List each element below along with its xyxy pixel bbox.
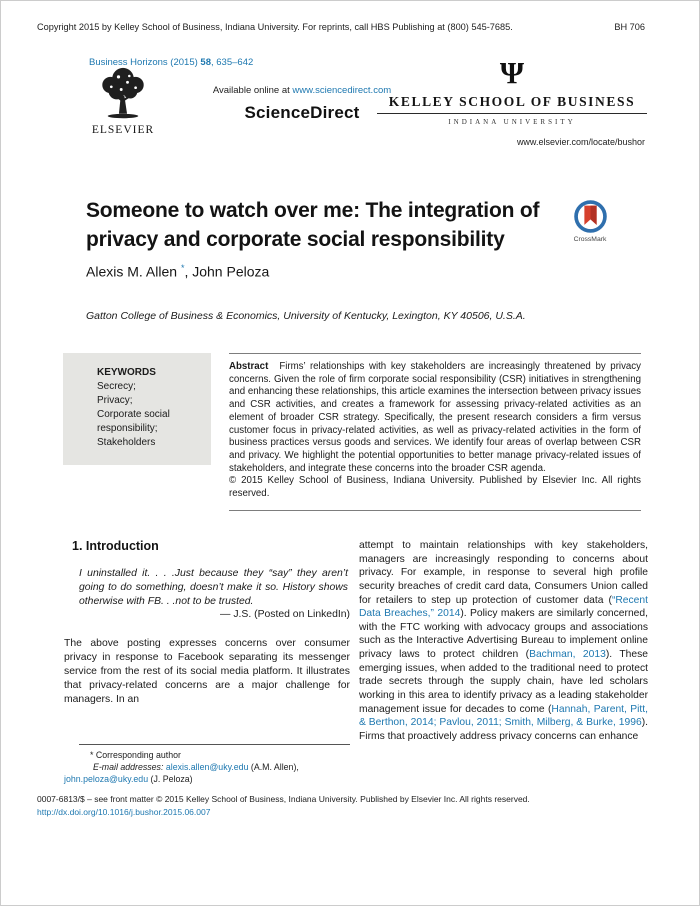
citation-link-multiple-references[interactable]: Hannah, Parent, Pitt, & Berthon, 2014; Pavlou, 2011; Smith, Milberg, & Burke, 1996 [359, 703, 648, 729]
elsevier-wordmark: ELSEVIER [91, 124, 155, 136]
citation-link-bachman-2013[interactable]: Bachman, 2013 [529, 649, 606, 661]
indiana-university-label: INDIANA UNIVERSITY [448, 118, 576, 126]
crossmark-label: CrossMark [573, 236, 607, 243]
email-link-peloza[interactable]: john.peloza@uky.edu [64, 774, 149, 785]
page-footer [37, 793, 659, 819]
body-text: ). Policy makers are similarly concerned, with the FTC working with advocacy groups and associations such as the Interactive Advertising Bureau to implement online privacy laws to protect children ( [359, 608, 648, 661]
document-code: BH 706 [614, 22, 645, 32]
kelley-school-wordmark: KELLEY SCHOOL OF BUSINESS [377, 94, 647, 114]
sciencedirect-wordmark: ScienceDirect [244, 103, 360, 122]
right-column [359, 539, 648, 744]
email-owner-peloza: (J. Peloza) [150, 774, 193, 785]
indiana-university-trident-icon: Ψ [499, 55, 525, 90]
pull-quote: I uninstalled it. . . .Just because they “say” they aren’t going to do something, doesn’t make it so. History shows otherwise with FB. . .not to be trusted. [79, 568, 348, 607]
kelley-school-block [377, 57, 647, 147]
abstract-label: Abstract [229, 361, 269, 372]
body-text: ). Firms that proactively address privacy concerns can enhance [359, 717, 648, 742]
journal-pages: , 635–642 [211, 57, 254, 68]
corresponding-author-asterisk: * [180, 263, 185, 273]
elsevier-tree-icon [85, 65, 161, 123]
citation-link-recent-data-breaches[interactable]: “Recent Data Breaches,” 2014 [359, 594, 648, 620]
journal-volume: 58 [200, 57, 211, 68]
journal-citation-prefix: Business Horizons (2015) [89, 57, 201, 68]
left-column [64, 539, 350, 707]
copyright-reprint-notice: Copyright 2015 by Kelley School of Business, Indiana University. For reprints, call HBS Publishing at (800) 545-7685. [37, 22, 513, 32]
email-owner-allen: (A.M. Allen), [250, 762, 299, 773]
email-link-allen[interactable]: alexis.allen@uky.edu [165, 762, 249, 773]
corresponding-author-footnote [64, 744, 350, 785]
crossmark-badge[interactable] [563, 199, 617, 243]
article-title-line1: Someone to watch over me: The integration of [86, 199, 540, 222]
email-addresses-line [64, 761, 350, 785]
keyword-item: Stakeholders [97, 437, 156, 448]
footnote-divider [79, 744, 350, 745]
abstract-text: Firms’ relationships with key stakeholders are increasingly threatened by privacy concerns. Given the role of firm corporate social responsibility (CSR) initiatives in strengthening and enhancing these relationships, this article examines the intersection between privacy issues and CSR activities, and creates a framework for assessing privacy-related activities as an element of broader CSR strategy. Specifically, the present research considers a firm versus customer focus in privacy-related activities, as well as privacy-related activities in the form of business practices versus goods and services. We identify four areas of overlap between CSR and privacy. We highlight the potential opportunities to better manage privacy-related issues of stakeholders, and integrate these concerns into the broader CSR agenda. [229, 361, 641, 474]
abstract-section [229, 353, 641, 511]
journal-homepage-link[interactable]: www.elsevier.com/locate/bushor [516, 137, 645, 147]
body-text: attempt to maintain relationships with key stakeholders, managers are increasingly responding to concerns about privacy. For example, in response to several high profile security breaches of credit card data, Consumers Union called for retailers to step up protection of customer data ( [359, 540, 648, 606]
body-text: ). These emerging issues, when added to the traditional need to protect trade secrets through the supply chain, have led scholars working in this area to identify privacy as a leading stakeholder management issue for decades to come ( [359, 649, 648, 715]
author-line [86, 263, 269, 280]
crossmark-icon [563, 199, 617, 234]
keyword-item: Corporate social responsibility; [97, 409, 170, 434]
available-online-prefix: Available online at [212, 85, 293, 96]
page-header [37, 22, 645, 32]
article-title-line2: privacy and corporate social responsibility [86, 227, 505, 251]
keyword-item: Privacy; [97, 395, 133, 406]
front-matter-line: 0007-6813/$ – see front matter © 2015 Kelley School of Business, Indiana University. Published by Elsevier Inc. All rights reserved. [37, 794, 530, 804]
quote-attribution: — J.S. (Posted on LinkedIn) [220, 609, 350, 621]
keywords-heading: KEYWORDS [97, 367, 156, 378]
doi-link[interactable]: http://dx.doi.org/10.1016/j.bushor.2015.06.007 [37, 807, 211, 818]
author-1: Alexis M. Allen [86, 263, 178, 280]
body-paragraph-left: The above posting expresses concerns over consumer privacy in response to Facebook separating its messenger service from the rest of its social media platform. It illustrates that privacy-related concerns are a major challenge for managers. In an [64, 638, 350, 705]
affiliation-line: Gatton College of Business & Economics, University of Kentucky, Lexington, KY 40506, U.S.A. [86, 310, 526, 322]
corresponding-author-note: * Corresponding author [90, 750, 181, 760]
sciencedirect-url-link[interactable]: www.sciencedirect.com [292, 85, 392, 96]
section-heading-introduction: 1. Introduction [72, 539, 159, 553]
author-2: , John Peloza [184, 263, 270, 280]
keywords-box [63, 353, 211, 465]
article-title [86, 197, 588, 255]
email-addresses-label: E-mail addresses: [93, 762, 164, 773]
abstract-copyright: © 2015 Kelley School of Business, Indiana University. Published by Elsevier Inc. All rights reserved. [229, 475, 641, 500]
abstract-body [229, 361, 641, 475]
elsevier-logo [85, 65, 161, 136]
keyword-item: Secrecy; [97, 381, 136, 392]
